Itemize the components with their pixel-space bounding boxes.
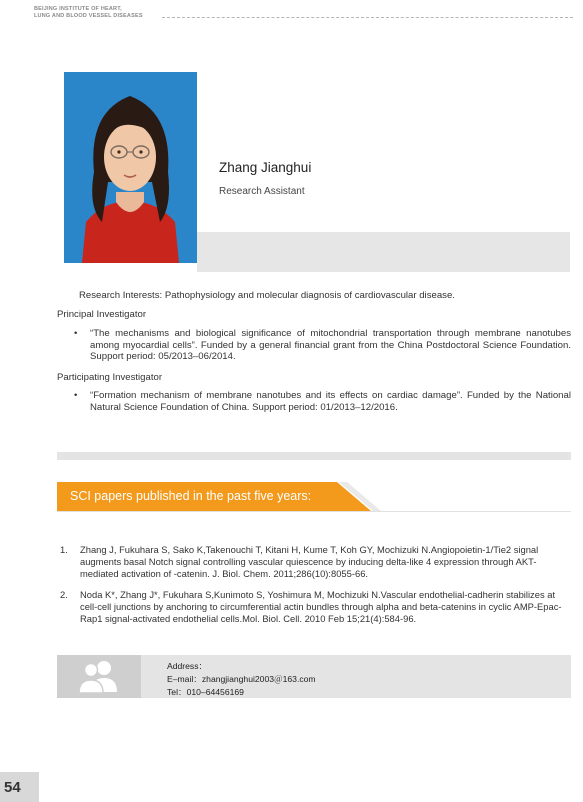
paper-citation: Zhang J, Fukuhara S, Sako K,Takenouchi T, Kitani H, Kume T, Koh GY, Mochizuki N.Angiopoietin-1/Tie2 signal augments basal Notch signal controlling vascular quiescence by inducing delta-like 4 expression through AKT-mediated activation of -catenin. J. Biol. Chem. 2011;286(10):8055-66. [80,544,539,579]
person-title: Research Assistant [219,186,305,197]
paper-number: 2. [60,589,68,600]
running-header [34,6,143,20]
contact-box [57,655,571,698]
header-line-2: LUNG AND BLOOD VESSEL DISEASES [34,13,143,19]
contact-phone: Tel：010–64456169 [167,687,244,697]
profile-photo [64,72,197,263]
principal-investigator-item [74,328,571,363]
bullet-dot: • [74,328,78,339]
header-dashed-rule [162,17,573,18]
participating-investigator-item [74,390,571,413]
principal-investigator-label: Principal Investigator [57,309,147,320]
sci-heading: SCI papers published in the past five years: [70,489,312,503]
grant-text: “Formation mechanism of membrane nanotubes and its effects on cardiac damage”. Funded by the National Natural Science Foundation of China. Support period: 01/2013–12/2016. [90,390,571,413]
grant-text: “The mechanisms and biological significance of mitochondrial transportation through membrane nanotubes among myocardial cells”. Funded by a general financial grant from the China Postdoctoral Science Foundation. Support period: 05/2013–06/2014. [90,328,571,363]
person-name: Zhang Jianghui [219,160,312,175]
contact-icon-panel [57,655,141,698]
sci-section-header [57,482,571,512]
participating-investigator-label: Participating Investigator [57,372,163,383]
contact-email[interactable]: E–mail：zhangjianghui2003＠163.com [167,674,316,684]
profile-band [197,232,570,272]
sci-underline [57,511,571,512]
paper-item [60,544,571,580]
header-line-1: BEIJING INSTITUTE OF HEART, [34,6,122,12]
research-interests: Research Interests: Pathophysiology and molecular diagnosis of cardiovascular disease. [79,290,455,301]
section-divider [57,452,571,460]
page-number-tab [0,772,39,802]
paper-item [60,589,571,625]
bullet-dot: • [74,390,78,401]
page-number: 54 [4,779,21,796]
contact-address: Address： [167,661,208,671]
paper-citation: Noda K*, Zhang J*, Fukuhara S,Kunimoto S, Yoshimura M, Mochizuki N.Vascular endothelial-cadherin stabilizes at cell-cell junctions by anchoring to circumferential actin bundles through alpha and beta-catenins in cyclic AMP-Epac-Rap1 signal-activated endothelial cells.Mol. Biol. Cell. 2010 Feb 15;21(4):584-96. [80,589,562,624]
users-icon [77,658,121,694]
paper-number: 1. [60,544,68,555]
